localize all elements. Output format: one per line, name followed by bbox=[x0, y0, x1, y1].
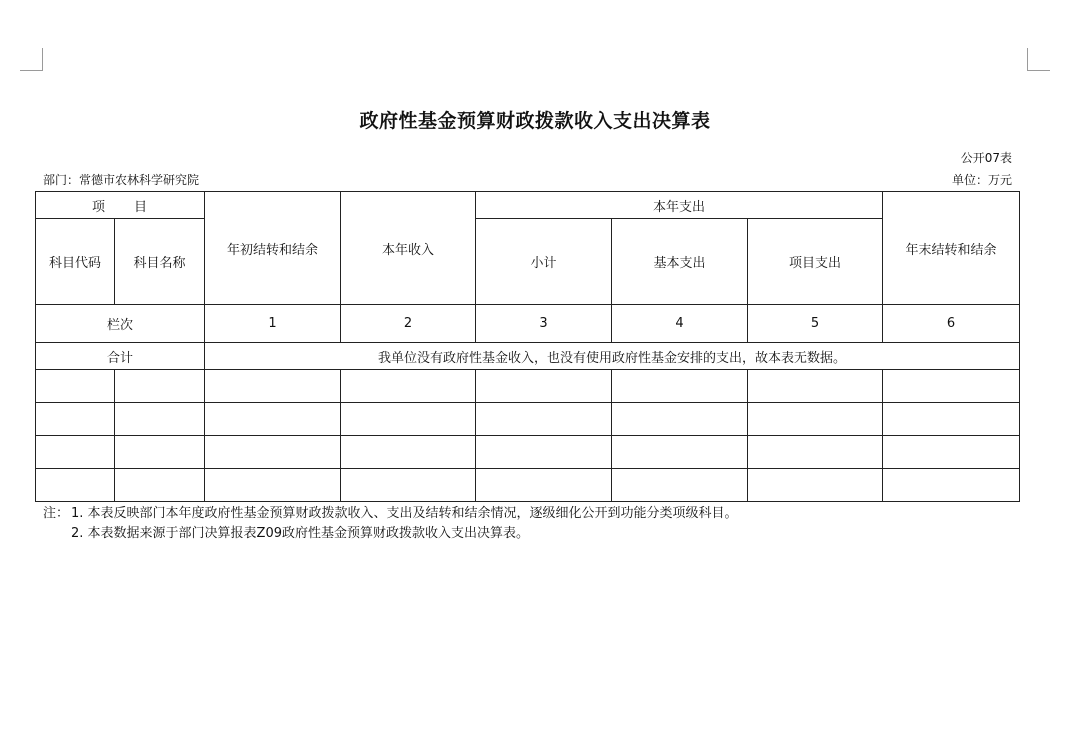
empty-cell bbox=[883, 469, 1020, 502]
seq-cell: 6 bbox=[883, 305, 1020, 343]
empty-cell bbox=[612, 436, 748, 469]
department-label: 部门：常德市农林科学研究院 bbox=[43, 173, 200, 187]
note-item bbox=[43, 524, 738, 544]
note-item bbox=[43, 504, 738, 524]
unit-label: 单位：万元 bbox=[951, 173, 1012, 187]
document-title: 政府性基金预算财政拨款收入支出决算表 bbox=[359, 110, 711, 132]
empty-cell bbox=[883, 370, 1020, 403]
empty-cell bbox=[476, 370, 612, 403]
header-row-2 bbox=[36, 219, 1020, 305]
seq-label: 栏次 bbox=[36, 305, 205, 343]
table-notes bbox=[43, 504, 738, 544]
empty-cell bbox=[115, 469, 205, 502]
form-code: 公开07表 bbox=[960, 151, 1012, 165]
column-number-row bbox=[36, 305, 1020, 343]
header-current-expense: 本年支出 bbox=[476, 192, 883, 219]
header-subject-name: 科目名称 bbox=[115, 219, 205, 305]
page-corner-mark-top-right bbox=[1027, 48, 1050, 71]
header-subject-code: 科目代码 bbox=[36, 219, 115, 305]
header-begin-balance: 年初结转和结余 bbox=[205, 192, 341, 305]
empty-cell bbox=[341, 403, 476, 436]
header-project-expense: 项目支出 bbox=[748, 219, 883, 305]
empty-cell bbox=[883, 403, 1020, 436]
empty-cell bbox=[115, 403, 205, 436]
seq-cell: 4 bbox=[612, 305, 748, 343]
empty-cell bbox=[476, 436, 612, 469]
empty-cell bbox=[748, 436, 883, 469]
note-text: 1. 本表反映部门本年度政府性基金预算财政拨款收入、支出及结转和结余情况，逐级细化公开到功能分类项级科目。 bbox=[71, 506, 738, 521]
no-data-message: 我单位没有政府性基金收入，也没有使用政府性基金安排的支出，故本表无数据。 bbox=[205, 343, 1020, 370]
empty-cell bbox=[341, 370, 476, 403]
empty-cell bbox=[205, 403, 341, 436]
note-text: 2. 本表数据来源于部门决算报表Z09政府性基金预算财政拨款收入支出决算表。 bbox=[71, 526, 529, 541]
total-row bbox=[36, 343, 1020, 370]
empty-cell bbox=[36, 403, 115, 436]
header-project: 项 目 bbox=[36, 192, 205, 219]
header-basic-expense: 基本支出 bbox=[612, 219, 748, 305]
empty-cell bbox=[476, 403, 612, 436]
empty-cell bbox=[205, 436, 341, 469]
empty-cell bbox=[115, 436, 205, 469]
empty-cell bbox=[612, 403, 748, 436]
empty-cell bbox=[36, 370, 115, 403]
empty-cell bbox=[341, 469, 476, 502]
empty-cell bbox=[748, 370, 883, 403]
empty-cell bbox=[612, 469, 748, 502]
empty-cell bbox=[476, 469, 612, 502]
header-end-balance: 年末结转和结余 bbox=[883, 192, 1020, 305]
seq-cell: 3 bbox=[476, 305, 612, 343]
empty-cell bbox=[341, 436, 476, 469]
table-row bbox=[36, 436, 1020, 469]
seq-cell: 1 bbox=[205, 305, 341, 343]
seq-cell: 2 bbox=[341, 305, 476, 343]
final-accounts-table bbox=[35, 191, 1020, 502]
header-row-1 bbox=[36, 192, 1020, 219]
empty-cell bbox=[883, 436, 1020, 469]
empty-cell bbox=[36, 469, 115, 502]
table-row bbox=[36, 469, 1020, 502]
table-row bbox=[36, 403, 1020, 436]
empty-cell bbox=[115, 370, 205, 403]
page-corner-mark-top-left bbox=[20, 48, 43, 71]
seq-cell: 5 bbox=[748, 305, 883, 343]
header-subtotal: 小计 bbox=[476, 219, 612, 305]
empty-cell bbox=[36, 436, 115, 469]
empty-cell bbox=[205, 370, 341, 403]
empty-cell bbox=[205, 469, 341, 502]
table-row bbox=[36, 370, 1020, 403]
notes-prefix: 注： bbox=[43, 506, 70, 521]
total-label: 合计 bbox=[36, 343, 205, 370]
header-current-income: 本年收入 bbox=[341, 192, 476, 305]
empty-cell bbox=[748, 469, 883, 502]
empty-cell bbox=[748, 403, 883, 436]
empty-cell bbox=[612, 370, 748, 403]
